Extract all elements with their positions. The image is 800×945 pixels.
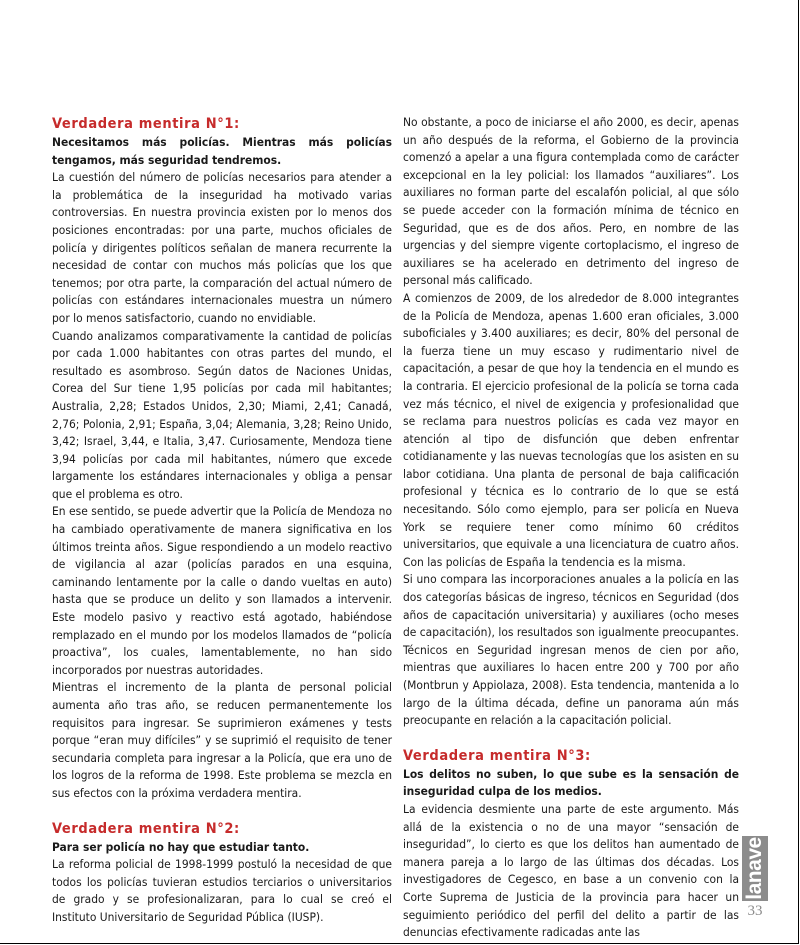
brand-logo-text: lanave: [743, 837, 766, 900]
section-lead-3: Los delitos no suben, lo que sube es la sensación de inseguridad culpa de los medios.: [403, 766, 739, 799]
section-lead-1: Necesitamos más policías. Mientras más policías tengamos, más seguridad tendremos.: [52, 135, 392, 167]
right-column: [403, 114, 739, 942]
paragraph: En ese sentido, se puede advertir que la Policía de Mendoza no ha cambiado operativamente de manera significativa en los últimos treinta años. Sigue respondiendo a un modelo reactivo de vigilancia al azar (policías parados en una esquina, caminando lentamente por la calle o dando vueltas en auto) hasta que se produce un delito y son llamados a intervenir. Este modelo pasivo y reactivo está agotado, habiéndose remplazado en el mundo por los modelos llamados de “policía proactiva”, los cuales, lamentablemente, no han sido incorporados por nuestras autoridades.: [52, 504, 392, 677]
paragraph: Si uno compara las incorporaciones anuales a la policía en las dos categorías básicas de ingreso, técnicos en Seguridad (dos años de capacitación universitaria) y auxiliares (ocho meses de capacitación), los resultados son igualmente preocupantes. Técnicos en Seguridad ingresan menos de cien por año, mientras que auxiliares lo hacen entre 200 y 700 por año (Montbrun y Appiolaza, 2008). Esta tendencia, mantenida a lo largo de la última década, define un panorama aún más preocupante en relación a la capacitación policial.: [403, 572, 739, 728]
paragraph: La evidencia desmiente una parte de este argumento. Más allá de la existencia o no de una mayor “sensación de inseguridad”, lo cierto es que los delitos han aumentado de manera pareja a lo largo de las últimas dos décadas. Los investigadores de Cegesco, en base a un convenio con la Corte Suprema de Justicia de la provincia para hacer un seguimiento periódico del perfil del delito a partir de las denuncias efectivamente radicadas ante las: [403, 801, 739, 940]
paragraph: A comienzos de 2009, de los alrededor de 8.000 integrantes de la Policía de Mendoza, apenas 1.600 eran oficiales, 3.000 suboficiales y 3.400 auxiliares; es decir, 80% del personal de la fuerza tiene un muy escaso y rudimentario nivel de capacitación, a pesar de que hoy la tendencia en el mundo es la contraria. El ejercicio profesional de la policía se torna cada vez más técnico, el nivel de exigencia y profesionalidad que se reclama para nuestros policías es cada vez mayor en atención al tipo de disfunción que deben enfrentar cotidianamente y las nuevas tecnologías que los asisten en su labor cotidiana. Una planta de personal de baja calificación profesional y técnica es lo contrario de lo que se está necesitando. Sólo como ejemplo, para ser policía en Nueva York se requiere tener como mínimo 60 créditos universitarios, que equivale a una licenciatura de cuatro años. Con las policías de España la tendencia es la misma.: [403, 290, 739, 569]
paragraph: Mientras el incremento de la planta de personal policial aumenta año tras año, se reducen permanentemente los requisitos para ingresar. Se suprimieron exámenes y tests porque “eran muy difíciles” y se suprimió el requisito de tener secundaria completa para ingresar a la Policía, que era uno de los logros de la reforma de 1998. Este problema se mezcla en sus efectos con la próxima verdadera mentira.: [52, 680, 392, 800]
section-lead-2: Para ser policía no hay que estudiar tanto.: [52, 839, 310, 854]
section-heading-3: Verdadera mentira N°3:: [403, 747, 591, 764]
section-heading-2: Verdadera mentira N°2:: [52, 820, 240, 837]
brand-logo: [742, 836, 768, 901]
paragraph: La reforma policial de 1998-1999 postuló la necesidad de que todos los policías tuvieran estudios terciarios o universitarios de grado y se profesionalizaran, para lo cual se creó el Instituto Universitario de Seguridad Pública (IUSP).: [52, 857, 392, 924]
paragraph: La cuestión del número de policías necesarios para atender a la problemática de la inseguridad ha motivado varias controversias. En nuestra provincia existen por lo menos dos posiciones encontradas: por una parte, muchos oficiales de policía y dirigentes políticos señalan de manera recurrente la necesidad de contar con muchos más policías que los que tenemos; por otra parte, la comparación del actual número de policías con estándares internacionales muestra un número por lo menos satisfactorio, cuando no envidiable.: [52, 170, 392, 325]
paragraph: No obstante, a poco de iniciarse el año 2000, es decir, apenas un año después de la reforma, el Gobierno de la provincia comenzó a apelar a una figura contemplada como de carácter excepcional en la ley policial: los llamados “auxiliares”. Los auxiliares no forman parte del escalafón policial, al que sólo se puede acceder con la formación mínima de técnico en Seguridad, que es de dos años. Pero, en nombre de las urgencias y del siempre vigente cortoplacismo, el ingreso de auxiliares se ha acelerado en detrimento del ingreso de personal más calificado.: [403, 115, 739, 288]
page-number: 33: [747, 903, 763, 919]
paragraph: Cuando analizamos comparativamente la cantidad de policías por cada 1.000 habitantes con otras partes del mundo, el resultado es asombroso. Según datos de Naciones Unidas, Corea del Sur tiene 1,95 policías por cada mil habitantes; Australia, 2,28; Estados Unidos, 2,30; Miami, 2,41; Canadá, 2,76; Polonia, 2,91; España, 3,04; Alemania, 3,28; Reino Unido, 3,42; Israel, 3,44, e Italia, 3,47. Curiosamente, Mendoza tiene 3,94 policías por cada mil habitantes, número que excede largamente los estándares internacionales y obliga a pensar que el problema es otro.: [52, 328, 392, 501]
left-column: [52, 114, 392, 927]
section-heading-1: Verdadera mentira N°1:: [52, 116, 240, 132]
